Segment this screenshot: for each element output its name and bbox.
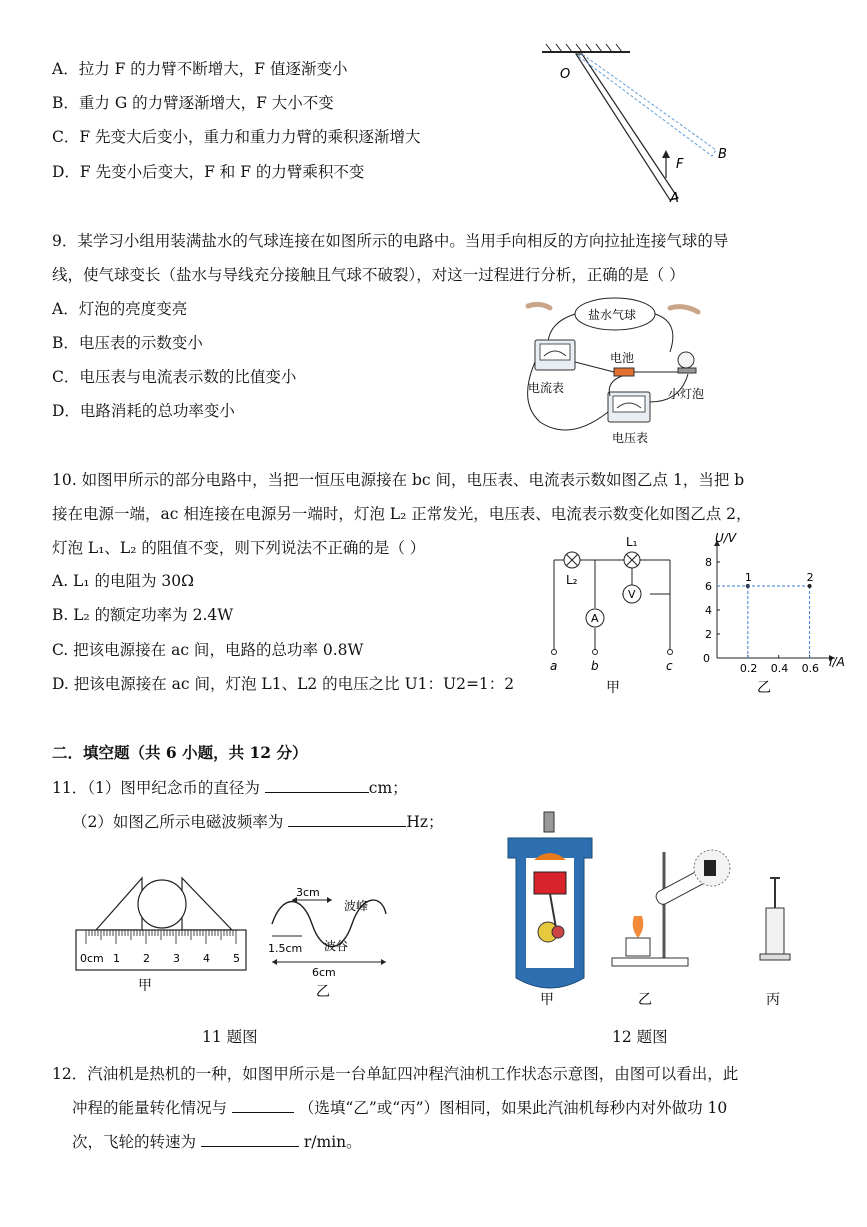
q9-stem-line1: 9．某学习小组用装满盐水的气球连接在如图所示的电路中。当用手向相反的方向拉扯连接气球的导 bbox=[52, 232, 729, 250]
q10-circuit-jia bbox=[540, 530, 700, 700]
q10-graph-xlabel: I/A bbox=[829, 655, 845, 669]
q10-option-d: D. 把该电源接在 ac 间，灯泡 L1、L2 的电压之比 U1：U2=1：2 bbox=[52, 675, 515, 693]
q9-option-d: D．电路消耗的总功率变小 bbox=[52, 402, 235, 420]
q9-ammeter-label: 电流表 bbox=[528, 381, 565, 395]
q9-voltmeter-label: 电压表 bbox=[612, 431, 649, 445]
q12-heating-figure bbox=[600, 834, 750, 1008]
q10-option-b: B. L₂ 的额定功率为 2.4W bbox=[52, 606, 234, 624]
q12-caption-yi: 乙 bbox=[638, 992, 652, 1008]
q11-line1 bbox=[52, 778, 408, 798]
q10-option-c: C. 把该电源接在 ac 间，电路的总功率 0.8W bbox=[52, 641, 364, 659]
q12-engine-figure bbox=[500, 808, 600, 1008]
q11-line1-suffix: cm； bbox=[368, 779, 408, 797]
q8-option-a: A．拉力 F 的力臂不断增大，F 值逐渐变小 bbox=[52, 60, 348, 78]
q11-wave-left: 1.5cm bbox=[268, 942, 303, 955]
data-point-label: 1 bbox=[744, 571, 752, 584]
y-tick-label: 6 bbox=[705, 580, 712, 593]
q8-option-c: C．F 先变大后变小，重力和重力力臂的乘积逐渐增大 bbox=[52, 128, 421, 146]
q8-label-b: B bbox=[718, 147, 727, 162]
q12-line2 bbox=[72, 1098, 727, 1118]
q10-stem-line1: 10. 如图甲所示的部分电路中，当把一恒压电源接在 bc 间，电压表、电流表示数如图乙点 1，当把 b bbox=[52, 471, 745, 489]
q11-wave-crest: 波峰 bbox=[344, 899, 369, 913]
q8-lever-figure bbox=[530, 40, 750, 210]
q8-label-a: A bbox=[670, 191, 679, 206]
q11-wave-trough: 波谷 bbox=[324, 939, 349, 953]
q11-ruler-tick-0: 0cm bbox=[80, 952, 104, 965]
q12-blank-1[interactable] bbox=[232, 1098, 294, 1113]
q11-wave-top: 3cm bbox=[296, 886, 320, 899]
q10-graph-ylabel: U/V bbox=[715, 531, 737, 545]
data-point-2 bbox=[808, 584, 812, 588]
q12-line2-suffix: （选填“乙”或“丙”）图相同，如果此汽油机每秒内对外做功 10 bbox=[298, 1099, 728, 1117]
q12-line2-prefix: 冲程的能量转化情况与 bbox=[72, 1099, 228, 1117]
q12-caption-jia: 甲 bbox=[540, 992, 554, 1008]
q11-ruler-tick-4: 4 bbox=[203, 952, 210, 965]
q9-balloon-label: 盐水气球 bbox=[588, 308, 637, 322]
q12-syringe-figure bbox=[750, 874, 800, 1008]
q9-option-a: A．灯泡的亮度变亮 bbox=[52, 300, 188, 318]
q10-graph-yi bbox=[695, 530, 855, 700]
q12-blank-2[interactable] bbox=[201, 1132, 299, 1147]
q12-line3-suffix: r/min。 bbox=[303, 1133, 362, 1151]
q12-figure-caption: 12 题图 bbox=[612, 1028, 668, 1046]
y-tick-label: 4 bbox=[705, 604, 712, 617]
q10-label-voltmeter: V bbox=[628, 588, 636, 601]
q11-ruler-tick-1: 1 bbox=[113, 952, 120, 965]
q11-line2-prefix: （2）如图乙所示电磁波频率为 bbox=[72, 813, 284, 831]
q9-battery-label: 电池 bbox=[610, 351, 635, 365]
q11-ruler-tick-5: 5 bbox=[233, 952, 240, 965]
q12-line3-prefix: 次，飞轮的转速为 bbox=[72, 1133, 197, 1151]
q8-option-b: B．重力 G 的力臂逐渐增大，F 大小不变 bbox=[52, 94, 334, 112]
q12-line1: 12．汽油机是热机的一种，如图甲所示是一台单缸四冲程汽油机工作状态示意图，由图可以看出，此 bbox=[52, 1065, 739, 1083]
q11-wave-caption: 乙 bbox=[316, 984, 330, 1000]
data-point-label: 2 bbox=[806, 571, 814, 584]
q10-terminal-c: c bbox=[666, 659, 673, 673]
q10-label-l2: L₂ bbox=[566, 573, 578, 587]
q11-line1-prefix: 11．（1）图甲纪念币的直径为 bbox=[52, 779, 260, 797]
q8-option-d: D．F 先变小后变大，F 和 F 的力臂乘积不变 bbox=[52, 163, 365, 181]
q11-wave-bottom: 6cm bbox=[312, 966, 336, 979]
q11-ruler-tick-2: 2 bbox=[143, 952, 150, 965]
x-tick-label: 0.2 bbox=[739, 662, 758, 675]
q11-blank-2[interactable] bbox=[288, 812, 406, 827]
q9-circuit-figure bbox=[510, 292, 720, 452]
q10-graph-origin: 0 bbox=[703, 652, 710, 665]
q10-label-ammeter: A bbox=[591, 612, 599, 625]
q10-stem-line2: 接在电源一端，ac 相连接在电源另一端时，灯泡 L₂ 正常发光，电压表、电流表示数变化如图乙点 2， bbox=[52, 505, 752, 523]
q10-label-l1: L₁ bbox=[626, 535, 638, 549]
q10-stem-line3: 灯泡 L₁、L₂ 的阻值不变，则下列说法不正确的是（ ） bbox=[52, 539, 426, 557]
q12-line3 bbox=[72, 1132, 362, 1152]
q8-label-f: F bbox=[676, 157, 684, 172]
q11-ruler-caption: 甲 bbox=[138, 978, 152, 994]
q9-option-b: B．电压表的示数变小 bbox=[52, 334, 203, 352]
x-tick-label: 0.4 bbox=[770, 662, 789, 675]
q10-option-a: A. L₁ 的电阻为 30Ω bbox=[52, 572, 194, 590]
q9-bulb-label: 小灯泡 bbox=[668, 387, 705, 401]
q12-caption-bing: 丙 bbox=[766, 992, 780, 1008]
section2-title: 二．填空题（共 6 小题，共 12 分） bbox=[52, 743, 308, 762]
q10-terminal-b: b bbox=[591, 659, 599, 673]
q10-terminal-a: a bbox=[550, 659, 558, 673]
q9-option-c: C．电压表与电流表示数的比值变小 bbox=[52, 368, 297, 386]
q11-ruler-figure bbox=[72, 868, 252, 993]
x-tick-label: 0.6 bbox=[801, 662, 820, 675]
q11-line2-suffix: Hz； bbox=[406, 813, 444, 831]
y-tick-label: 8 bbox=[705, 556, 712, 569]
q10-graph-caption: 乙 bbox=[757, 680, 771, 696]
q11-line2 bbox=[72, 812, 444, 832]
y-tick-label: 2 bbox=[705, 628, 712, 641]
q11-wave-figure bbox=[262, 884, 392, 1000]
q11-ruler-tick-3: 3 bbox=[173, 952, 180, 965]
q11-figure-caption: 11 题图 bbox=[202, 1028, 258, 1046]
q11-blank-1[interactable] bbox=[265, 778, 369, 793]
q8-label-o: O bbox=[560, 67, 571, 82]
q9-stem-line2: 线，使气球变长（盐水与导线充分接触且气球不破裂），对这一过程进行分析，正确的是（ ） bbox=[52, 266, 685, 284]
q10-caption-jia: 甲 bbox=[606, 680, 620, 696]
